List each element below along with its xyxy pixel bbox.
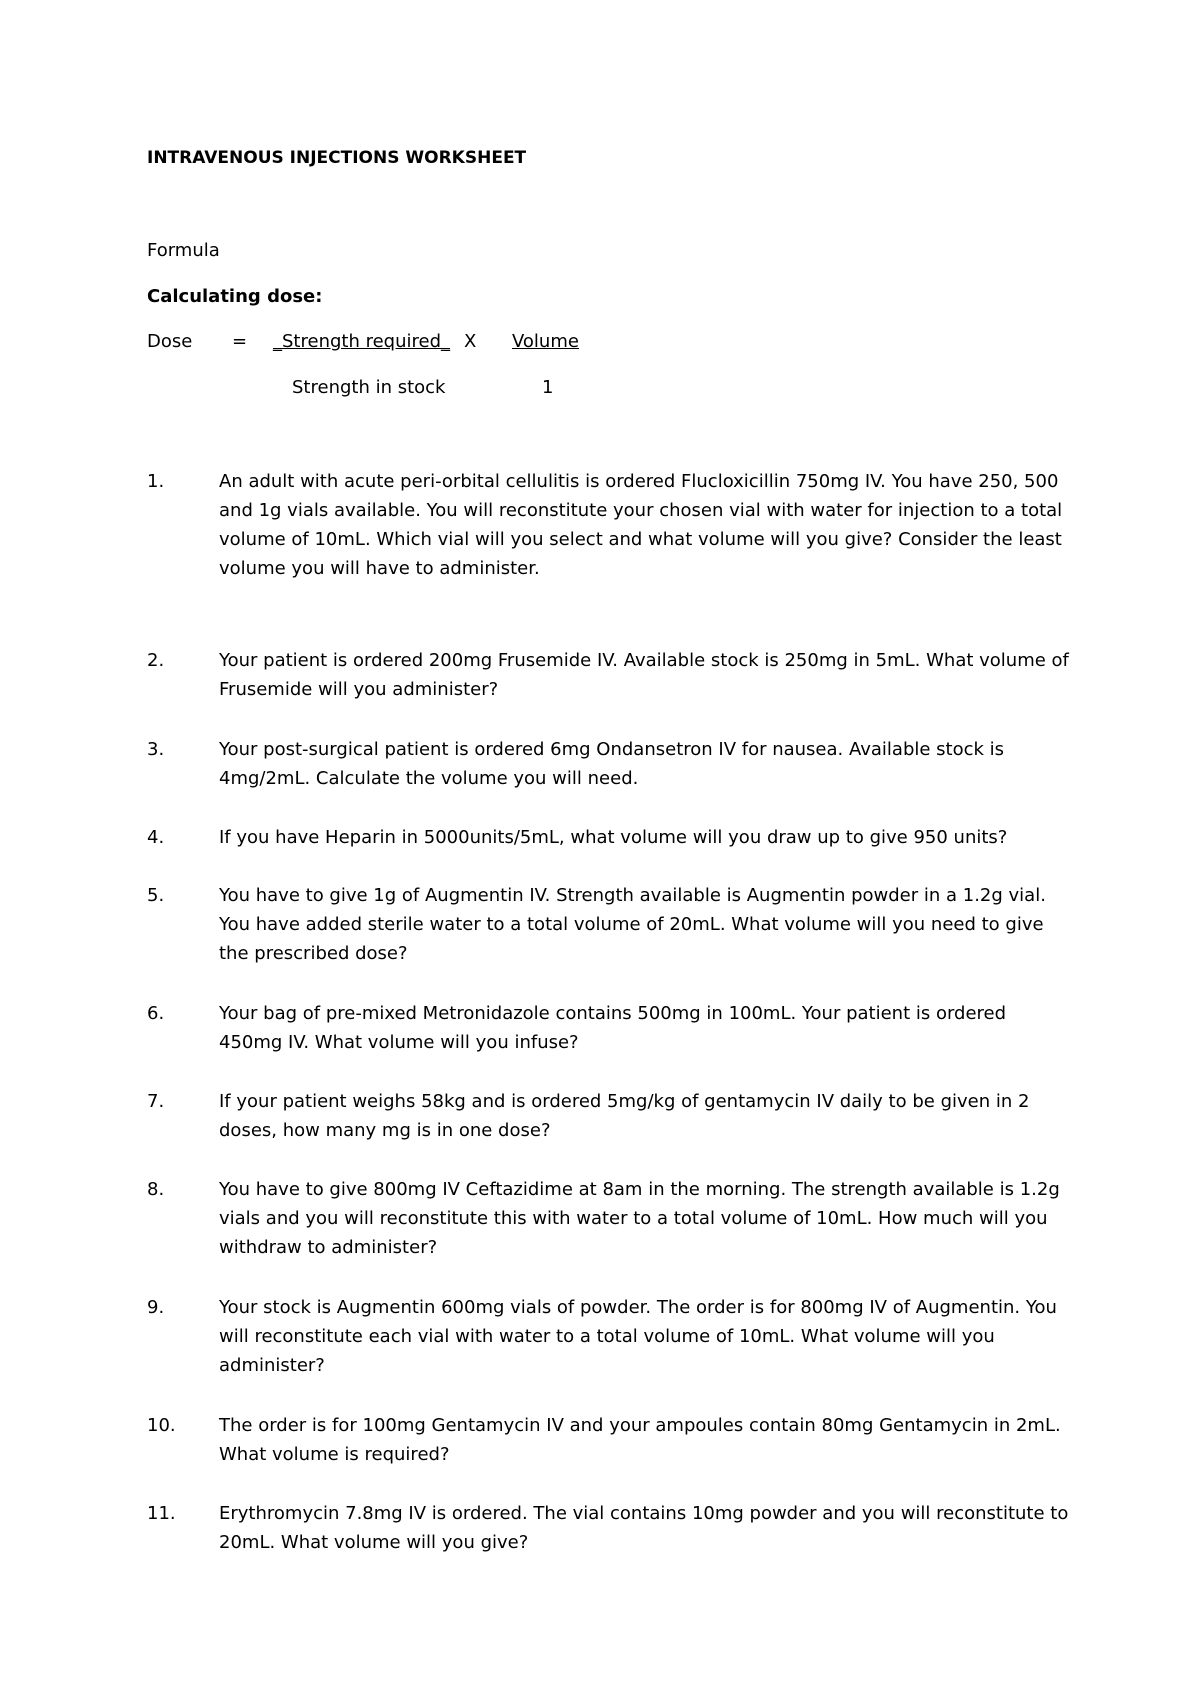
question-text: You have to give 1g of Augmentin IV. Strength available is Augmentin powder in a 1.2g vial. You have added sterile water to a total volume of 20mL. What volume will you need to give the prescribed dose? — [219, 885, 1046, 964]
question-number: 1. — [147, 471, 165, 492]
question-text: Erythromycin 7.8mg IV is ordered. The vial contains 10mg powder and you will reconstitute to 20mL. What volume will you give? — [219, 1503, 1069, 1553]
question-number: 11. — [147, 1503, 176, 1524]
question-number: 7. — [147, 1091, 165, 1112]
question-number: 9. — [147, 1297, 165, 1318]
question-number: 8. — [147, 1179, 165, 1200]
formula-equals-sign: = — [232, 331, 248, 352]
question-number: 6. — [147, 1003, 165, 1024]
question-text: Your bag of pre-mixed Metronidazole contains 500mg in 100mL. Your patient is ordered 450mg IV. What volume will you infuse? — [219, 1003, 1007, 1053]
question-number: 10. — [147, 1415, 176, 1436]
formula-one: 1 — [542, 377, 554, 398]
question-text: Your post-surgical patient is ordered 6mg Ondansetron IV for nausea. Available stock is 4mg/2mL. Calculate the volume you will need. — [219, 739, 1005, 789]
question-text: Your stock is Augmentin 600mg vials of powder. The order is for 800mg IV of Augmentin. You will reconstitute each vial with water to a total volume of 10mL. What volume will you administer? — [219, 1297, 1057, 1376]
question-number: 2. — [147, 650, 165, 671]
question-text: An adult with acute peri-orbital cellulitis is ordered Flucloxicillin 750mg IV. You have 250, 500 and 1g vials available. You will reconstitute your chosen vial with water for injection to a total volume of 10mL. Which vial will you select and what volume will you give? Consider the least volume you will have to administer. — [219, 471, 1063, 579]
question-number: 4. — [147, 827, 165, 848]
question-text: If you have Heparin in 5000units/5mL, what volume will you draw up to give 950 units? — [219, 827, 1008, 848]
question-text: The order is for 100mg Gentamycin IV and your ampoules contain 80mg Gentamycin in 2mL. What volume is required? — [219, 1415, 1061, 1465]
page-title: INTRAVENOUS INJECTIONS WORKSHEET — [147, 148, 527, 168]
question-text: If your patient weighs 58kg and is ordered 5mg/kg of gentamycin IV daily to be given in 2 doses, how many mg is in one dose? — [219, 1091, 1030, 1141]
formula-label: Formula — [147, 240, 220, 261]
question-number: 3. — [147, 739, 165, 760]
formula-numerator: _Strength required_ — [273, 331, 451, 352]
formula-volume: Volume — [512, 331, 579, 352]
question-number: 5. — [147, 885, 165, 906]
question-text: You have to give 800mg IV Ceftazidime at 8am in the morning. The strength available is 1.2g vials and you will reconstitute this with water to a total volume of 10mL. How much will you withdraw to administer? — [219, 1179, 1060, 1258]
question-text: Your patient is ordered 200mg Frusemide IV. Available stock is 250mg in 5mL. What volume of Frusemide will you administer? — [219, 650, 1069, 700]
formula-times-sign: X — [464, 331, 477, 352]
calculating-dose-heading: Calculating dose: — [147, 286, 323, 307]
formula-denominator: Strength in stock — [292, 377, 446, 398]
formula-dose-term: Dose — [147, 331, 193, 352]
